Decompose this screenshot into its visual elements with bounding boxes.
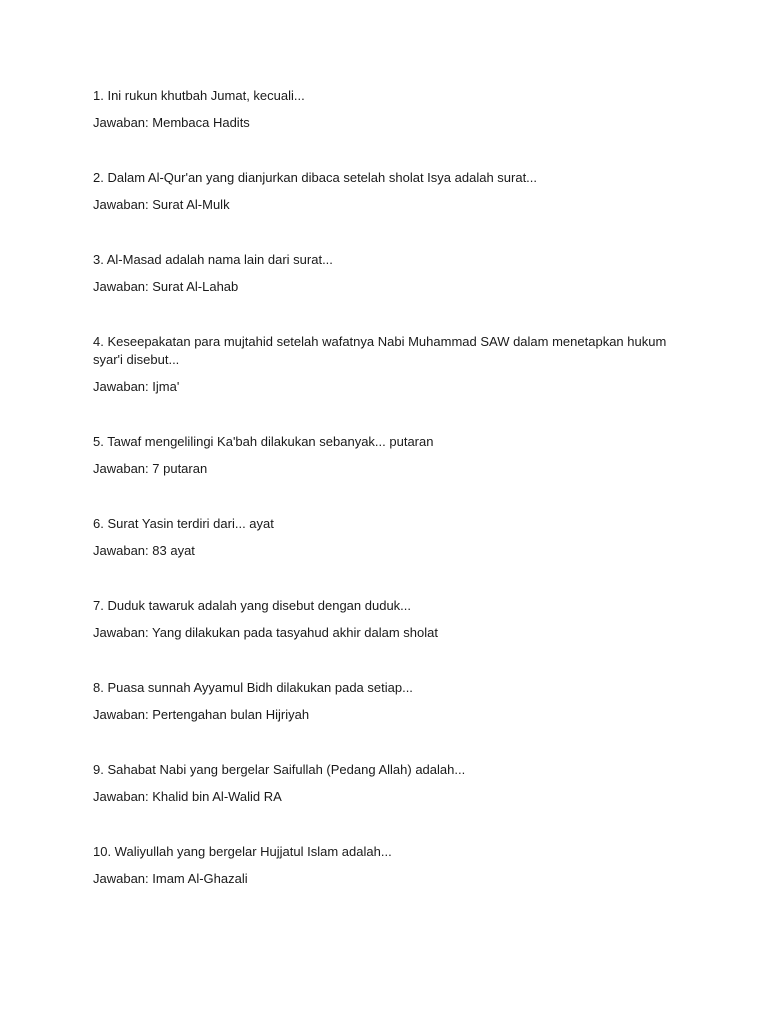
qa-item-6 — [93, 515, 693, 560]
qa-item-5 — [93, 433, 693, 478]
question-text: 2. Dalam Al-Qur'an yang dianjurkan dibaca setelah sholat Isya adalah surat... — [93, 170, 538, 185]
answer-text: Jawaban: Yang dilakukan pada tasyahud akhir dalam sholat — [93, 625, 438, 640]
question-text: 8. Puasa sunnah Ayyamul Bidh dilakukan pada setiap... — [93, 680, 413, 695]
question-text: 7. Duduk tawaruk adalah yang disebut dengan duduk... — [93, 598, 412, 613]
qa-item-10 — [93, 843, 693, 888]
answer-text: Jawaban: Membaca Hadits — [93, 115, 250, 130]
question-text: 10. Waliyullah yang bergelar Hujjatul Islam adalah... — [93, 844, 392, 859]
qa-item-8 — [93, 679, 693, 724]
question-text: 9. Sahabat Nabi yang bergelar Saifullah (Pedang Allah) adalah... — [93, 762, 466, 777]
qa-item-3 — [93, 251, 693, 296]
question-text: 6. Surat Yasin terdiri dari... ayat — [93, 516, 274, 531]
answer-text: Jawaban: Imam Al-Ghazali — [93, 871, 248, 886]
answer-text: Jawaban: Surat Al-Mulk — [93, 197, 230, 212]
qa-item-9 — [93, 761, 693, 806]
answer-text: Jawaban: Surat Al-Lahab — [93, 279, 239, 294]
answer-text: Jawaban: Pertengahan bulan Hijriyah — [93, 707, 310, 722]
answer-text: Jawaban: Khalid bin Al-Walid RA — [93, 789, 282, 804]
qa-item-7 — [93, 597, 693, 642]
qa-item-2 — [93, 169, 693, 214]
question-text: 1. Ini rukun khutbah Jumat, kecuali... — [93, 88, 305, 103]
answer-text: Jawaban: Ijma' — [93, 379, 180, 394]
question-text: 4. Keseepakatan para mujtahid setelah wafatnya Nabi Muhammad SAW dalam menetapkan hukum syar'i disebut... — [93, 334, 667, 367]
question-text: 5. Tawaf mengelilingi Ka'bah dilakukan sebanyak... putaran — [93, 434, 434, 449]
answer-text: Jawaban: 7 putaran — [93, 461, 208, 476]
qa-item-1 — [93, 87, 693, 132]
question-text: 3. Al-Masad adalah nama lain dari surat... — [93, 252, 333, 267]
answer-text: Jawaban: 83 ayat — [93, 543, 195, 558]
qa-item-4 — [93, 333, 683, 396]
